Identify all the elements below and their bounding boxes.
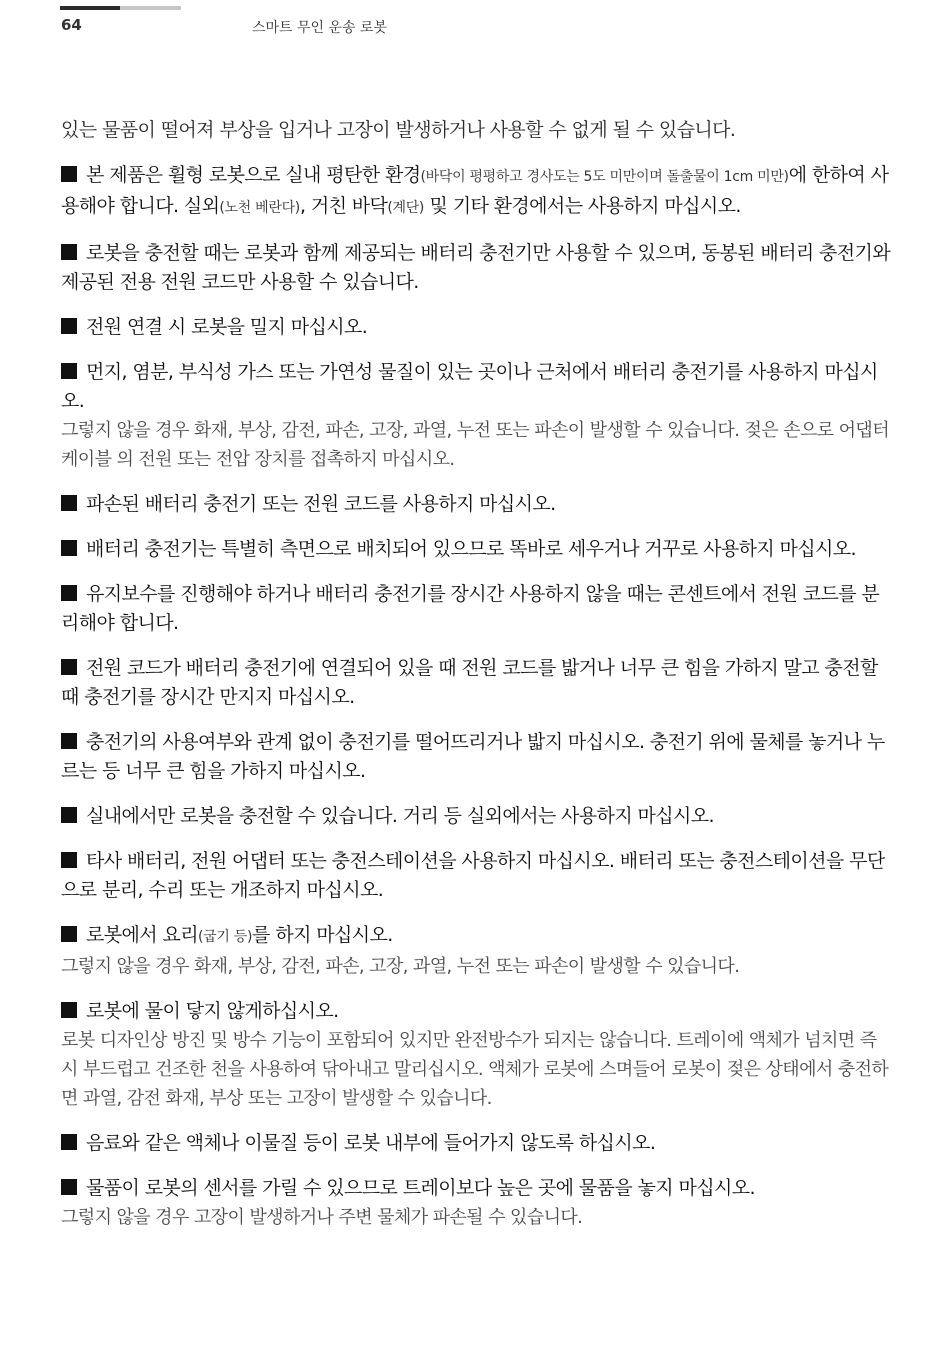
square-bullet-icon (61, 1179, 77, 1195)
square-bullet-icon (61, 1002, 77, 1018)
safety-item (61, 921, 891, 981)
text-segment: 및 기타 환경에서는 사용하지 마십시오. (424, 195, 741, 217)
safety-item-text (61, 1129, 891, 1158)
intro-text: 있는 물품이 떨어져 부상을 입거나 고장이 발생하거나 사용할 수 없게 될 수 있습니다. (61, 119, 736, 141)
safety-item-text (61, 580, 891, 638)
safety-item (61, 1174, 891, 1232)
page-number: 64 (61, 16, 82, 34)
text-segment: 유지보수를 진행해야 하거나 배터리 충전기를 장시간 사용하지 않을 때는 콘센트에서 전원 코드를 분리해야 합니다. (61, 583, 880, 634)
safety-item-text (61, 1174, 891, 1203)
text-segment: 전원 연결 시 로봇을 밀지 마십시오. (86, 316, 368, 338)
header-progress-fill (60, 6, 120, 10)
safety-item-text (61, 239, 891, 297)
text-segment: 로봇에서 요리 (86, 924, 198, 946)
safety-item (61, 728, 891, 786)
text-segment: 실내에서만 로봇을 충전할 수 있습니다. 거리 등 실외에서는 사용하지 마십시오. (86, 805, 714, 827)
square-bullet-icon (61, 585, 77, 601)
safety-item (61, 1129, 891, 1158)
text-segment: 로봇을 충전할 때는 로봇과 함께 제공되는 배터리 충전기만 사용할 수 있으며, 동봉된 배터리 충전기와 제공된 전용 전원 코드만 사용할 수 있습니다. (61, 242, 891, 293)
safety-item-text (61, 847, 891, 905)
safety-item (61, 580, 891, 638)
safety-item-detail: 그렇지 않을 경우 화재, 부상, 감전, 파손, 고장, 과열, 누전 또는 파손이 발생할 수 있습니다. 젖은 손으로 어댑터 케이블 의 전원 또는 전압 장치를 접촉하지 마십시오. (61, 420, 890, 470)
parenthetical-note: (굽기 등) (197, 929, 253, 945)
safety-item-detail: 그렇지 않을 경우 화재, 부상, 감전, 파손, 고장, 과열, 누전 또는 파손이 발생할 수 있습니다. (61, 956, 740, 977)
text-segment: 물품이 로봇의 센서를 가릴 수 있으므로 트레이보다 높은 곳에 물품을 놓지 마십시오. (86, 1177, 755, 1199)
safety-item (61, 847, 891, 905)
text-segment: 타사 배터리, 전원 어댑터 또는 충전스테이션을 사용하지 마십시오. 배터리 또는 충전스테이션을 무단으로 분리, 수리 또는 개조하지 마십시오. (61, 850, 885, 901)
square-bullet-icon (61, 166, 77, 182)
safety-item-text (61, 654, 891, 712)
parenthetical-note: (계단) (387, 200, 425, 216)
safety-item (61, 490, 891, 519)
square-bullet-icon (61, 495, 77, 511)
text-segment: , 거친 바닥 (299, 195, 388, 217)
safety-item-detail: 로봇 디자인상 방진 및 방수 기능이 포함되어 있지만 완전방수가 되지는 않습니다. 트레이에 액체가 넘치면 즉시 부드럽고 건조한 천을 사용하여 닦아내고 말리십시오. 액체가 로봇에 스며들어 로봇이 젖은 상태에서 충전하면 과열, 감전 화재, 부상 또는 고장이 발생할 수 있습니다. (61, 1030, 889, 1109)
safety-item (61, 654, 891, 712)
safety-item-text (61, 313, 891, 342)
square-bullet-icon (61, 926, 77, 942)
safety-item-text (61, 728, 891, 786)
safety-item (61, 313, 891, 342)
text-segment: 먼지, 염분, 부식성 가스 또는 가연성 물질이 있는 곳이나 근처에서 배터리 충전기를 사용하지 마십시오. (61, 361, 878, 412)
square-bullet-icon (61, 807, 77, 823)
safety-item-text (61, 490, 891, 519)
header-progress-bar (60, 6, 181, 10)
square-bullet-icon (61, 363, 77, 379)
safety-item-text (61, 997, 891, 1026)
parenthetical-note: (바닥이 평평하고 경사도는 5도 미만이며 돌출물이 1cm 미만) (420, 169, 789, 185)
text-segment: 충전기의 사용여부와 관계 없이 충전기를 떨어뜨리거나 밟지 마십시오. 충전기 위에 물체를 놓거나 누르는 등 너무 큰 힘을 가하지 마십시오. (61, 731, 885, 782)
safety-items-list (61, 161, 891, 1232)
text-segment: 에 한하여 사용해야 합니다. 실외 (61, 164, 889, 217)
safety-item (61, 358, 891, 474)
text-segment: 음료와 같은 액체나 이물질 등이 로봇 내부에 들어가지 않도록 하십시오. (86, 1132, 656, 1154)
square-bullet-icon (61, 318, 77, 334)
text-segment: 본 제품은 휠형 로봇으로 실내 평탄한 환경 (86, 164, 421, 186)
text-segment: 파손된 배터리 충전기 또는 전원 코드를 사용하지 마십시오. (86, 493, 556, 515)
safety-item (61, 802, 891, 831)
square-bullet-icon (61, 1134, 77, 1150)
safety-item-text (61, 358, 891, 416)
square-bullet-icon (61, 733, 77, 749)
safety-item-text (61, 535, 891, 564)
safety-item-text (61, 921, 891, 952)
page-content (61, 116, 891, 1248)
safety-item-text (61, 161, 891, 223)
safety-item (61, 535, 891, 564)
safety-item-detail: 그렇지 않을 경우 고장이 발생하거나 주변 물체가 파손될 수 있습니다. (61, 1207, 583, 1228)
square-bullet-icon (61, 540, 77, 556)
safety-item (61, 997, 891, 1113)
safety-item (61, 239, 891, 297)
safety-item (61, 161, 891, 223)
parenthetical-note: (노천 베란다) (219, 200, 300, 216)
square-bullet-icon (61, 659, 77, 675)
square-bullet-icon (61, 244, 77, 260)
text-segment: 배터리 충전기는 특별히 측면으로 배치되어 있으므로 똑바로 세우거나 거꾸로 사용하지 마십시오. (86, 538, 856, 560)
safety-item-text (61, 802, 891, 831)
square-bullet-icon (61, 852, 77, 868)
text-segment: 로봇에 물이 닿지 않게하십시오. (86, 1000, 339, 1022)
text-segment: 를 하지 마십시오. (252, 924, 393, 946)
running-title: 스마트 무인 운송 로봇 (252, 20, 388, 36)
text-segment: 전원 코드가 배터리 충전기에 연결되어 있을 때 전원 코드를 밟거나 너무 큰 힘을 가하지 말고 충전할 때 충전기를 장시간 만지지 마십시오. (61, 657, 878, 708)
